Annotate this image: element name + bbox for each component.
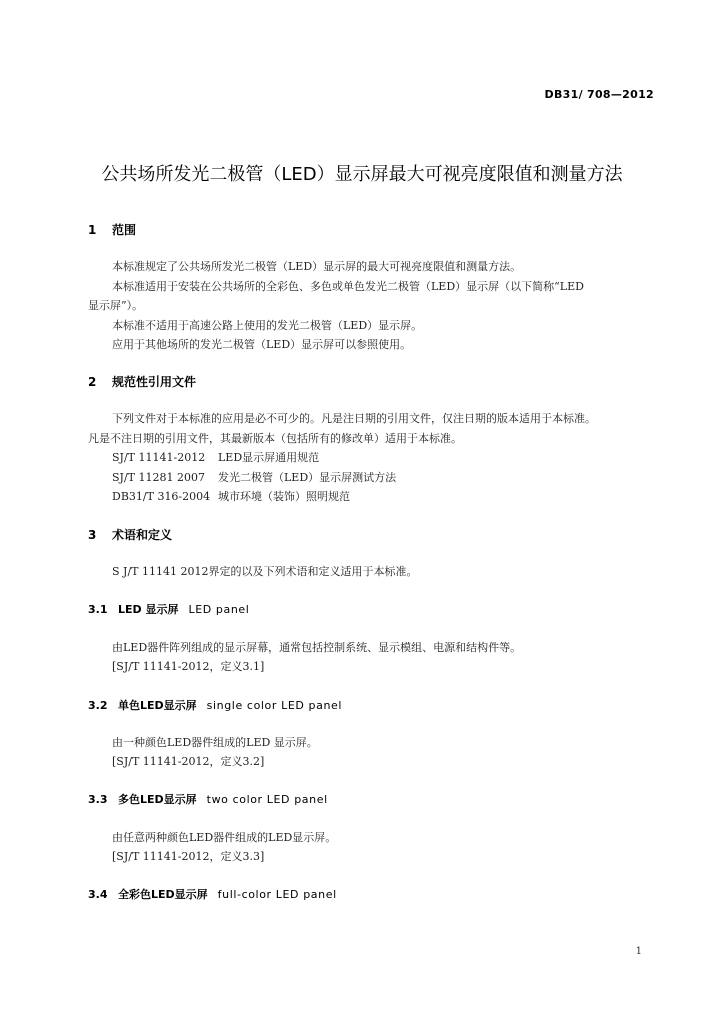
term-definition: 由任意两种颜色LED器件组成的LED显示屏。 bbox=[112, 831, 337, 844]
term-number: 3.4 bbox=[88, 888, 108, 901]
reference-code: SJ/T 11141-2012 bbox=[112, 451, 206, 464]
reference-item bbox=[112, 488, 350, 504]
term-chinese: LED 显示屏 bbox=[118, 603, 179, 616]
section-title: 术语和定义 bbox=[112, 528, 173, 542]
term-heading bbox=[88, 791, 328, 807]
term-english: single color LED panel bbox=[206, 699, 343, 712]
term-chinese: 多色LED显示屏 bbox=[118, 793, 197, 806]
term-number: 3.2 bbox=[88, 699, 108, 712]
reference-item bbox=[112, 449, 319, 465]
term-heading bbox=[88, 886, 337, 902]
term-heading bbox=[88, 697, 342, 713]
term-heading bbox=[88, 601, 249, 617]
paragraph: 下列文件对于本标准的应用是必不可少的。凡是注日期的引用文件，仅注日期的版本适用于本标准。 bbox=[112, 412, 596, 425]
reference-code: SJ/T 11281 2007 bbox=[112, 471, 205, 484]
paragraph: 本标准规定了公共场所发光二极管（LED）显示屏的最大可视亮度限值和测量方法。 bbox=[112, 260, 522, 273]
paragraph: 应用于其他场所的发光二极管（LED）显示屏可以参照使用。 bbox=[112, 338, 412, 351]
section-number: 3 bbox=[88, 528, 97, 542]
paragraph: 凡是不注日期的引用文件，其最新版本（包括所有的修改单）适用于本标准。 bbox=[88, 432, 462, 445]
standard-number: DB31/ 708—2012 bbox=[544, 88, 654, 101]
term-number: 3.1 bbox=[88, 603, 108, 616]
paragraph: 本标准适用于安装在公共场所的全彩色、多色或单色发光二极管（LED）显示屏（以下简称“LED bbox=[112, 280, 584, 293]
reference-code: DB31/T 316-2004 bbox=[112, 490, 211, 503]
term-chinese: 单色LED显示屏 bbox=[118, 699, 197, 712]
term-english: two color LED panel bbox=[206, 793, 328, 806]
section-number: 1 bbox=[88, 223, 97, 237]
section-1-heading bbox=[88, 221, 136, 238]
page-number: 1 bbox=[635, 946, 642, 957]
reference-name: LED显示屏通用规范 bbox=[218, 451, 320, 464]
term-chinese: 全彩色LED显示屏 bbox=[118, 888, 208, 901]
term-definition: 由一种颜色LED器件组成的LED 显示屏。 bbox=[112, 736, 318, 749]
term-source: [SJ/T 11141-2012，定义3.2] bbox=[112, 755, 265, 768]
term-number: 3.3 bbox=[88, 793, 108, 806]
section-2-heading bbox=[88, 373, 196, 390]
term-source: [SJ/T 11141-2012，定义3.1] bbox=[112, 660, 265, 673]
section-number: 2 bbox=[88, 375, 97, 389]
document-title: 公共场所发光二极管（LED）显示屏最大可视亮度限值和测量方法 bbox=[101, 164, 623, 185]
reference-name: 发光二极管（LED）显示屏测试方法 bbox=[218, 471, 397, 484]
paragraph: 显示屏”）。 bbox=[88, 299, 144, 312]
reference-name: 城市环境（装饰）照明规范 bbox=[218, 490, 350, 503]
paragraph: 本标准不适用于高速公路上使用的发光二极管（LED）显示屏。 bbox=[112, 319, 423, 332]
term-source: [SJ/T 11141-2012，定义3.3] bbox=[112, 850, 265, 863]
term-definition: 由LED器件阵列组成的显示屏幕，通常包括控制系统、显示模组、电源和结构件等。 bbox=[112, 641, 522, 654]
term-english: full-color LED panel bbox=[217, 888, 337, 901]
section-title: 规范性引用文件 bbox=[112, 375, 197, 389]
reference-item bbox=[112, 469, 396, 485]
section-title: 范围 bbox=[112, 223, 137, 237]
paragraph: S J/T 11141 2012界定的以及下列术语和定义适用于本标准。 bbox=[112, 565, 418, 578]
term-english: LED panel bbox=[188, 603, 250, 616]
section-3-heading bbox=[88, 526, 172, 543]
